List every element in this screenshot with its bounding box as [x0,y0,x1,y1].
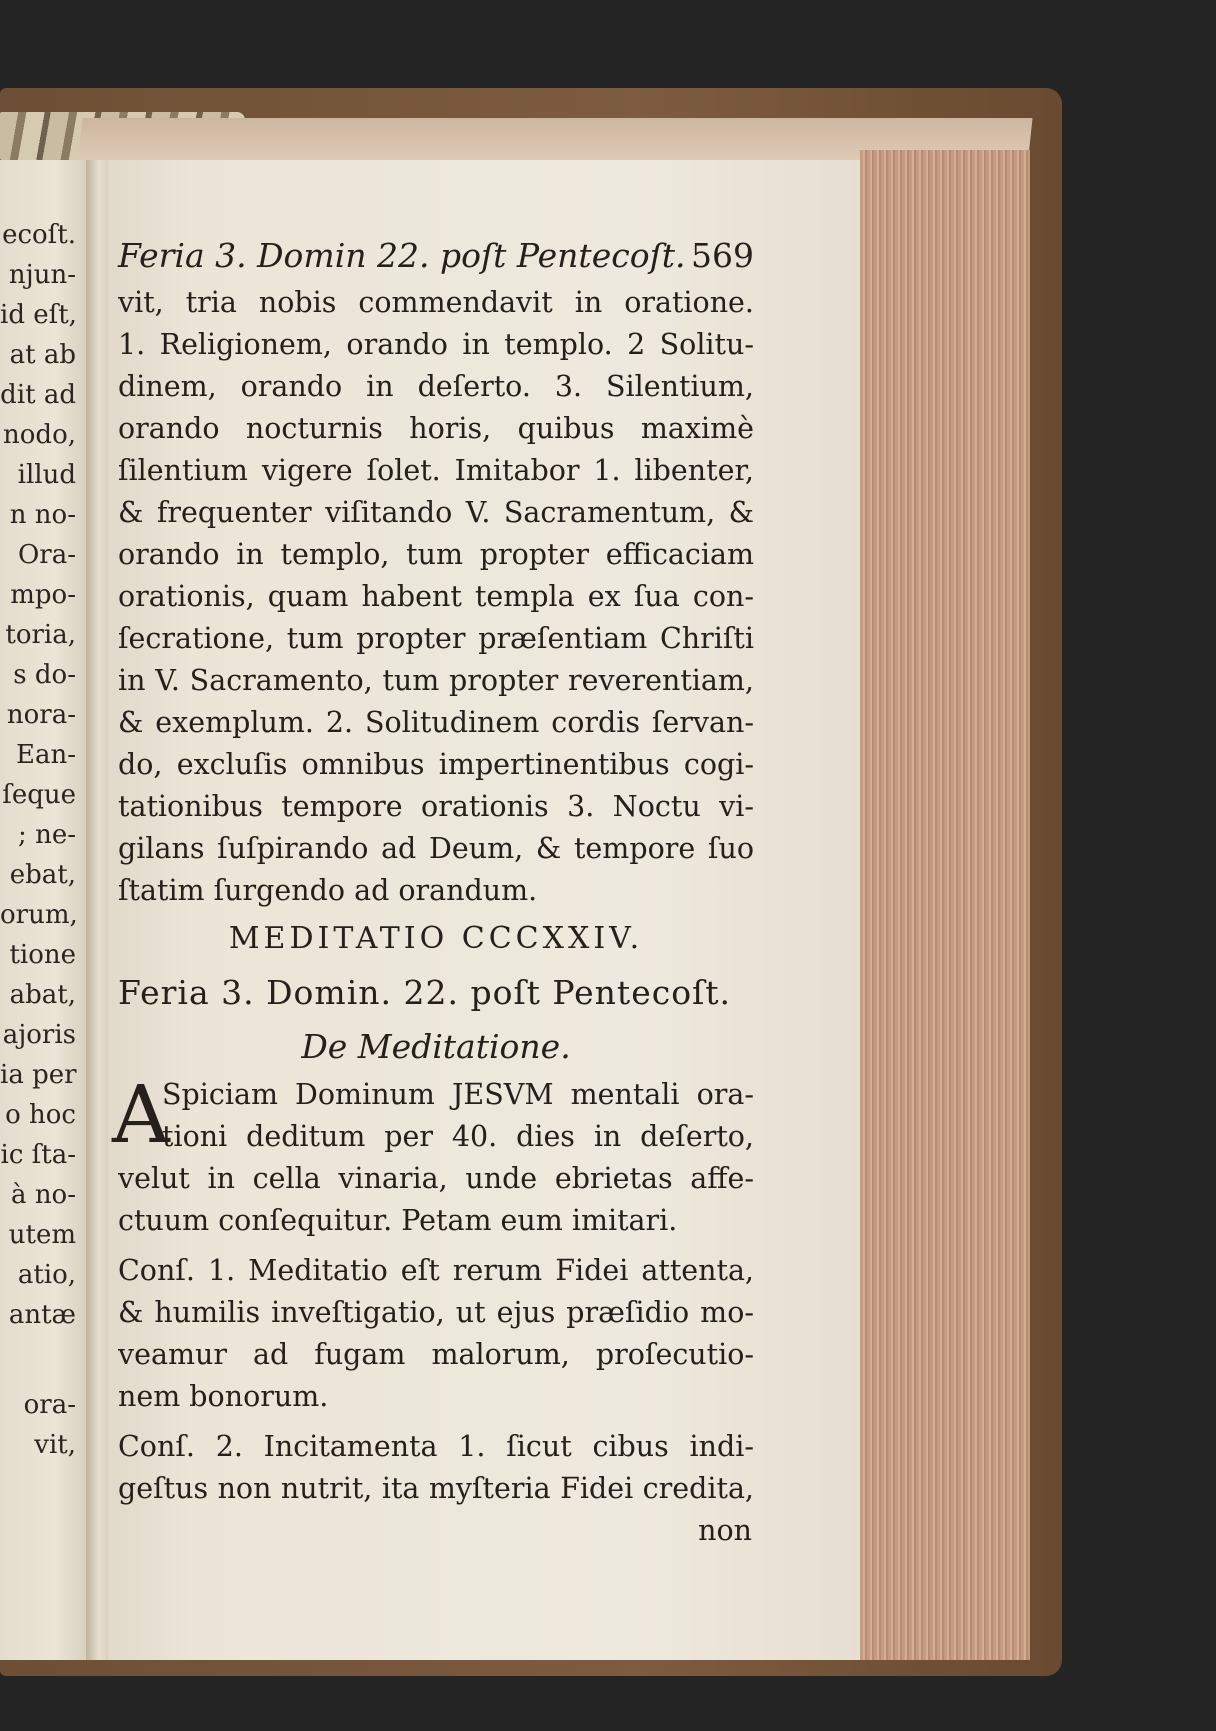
text-line: geſtus non nutrit, ita myſteria Fidei credita, [118,1472,754,1505]
meditation-title: De Meditatione. [301,1027,571,1066]
left-fragment: vit, [34,1430,76,1460]
text-line: Spiciam Dominum JESVM mentali ora- [162,1078,754,1111]
text-line: velut in cella vinaria, unde ebrietas affe- [118,1162,754,1195]
gutter [86,160,108,1660]
left-fragment: o hoc [5,1100,76,1130]
running-head-title: Feria 3. Domin 22. poſt Pentecoſt. [118,236,686,275]
text-line: gilans ſuſpirando ad Deum, & tempore ſuo [118,832,754,865]
text-line: ctuum conſequitur. Petam eum imitari. [118,1204,678,1237]
left-fragment: ; ne- [18,820,76,850]
left-fragment: ic ſta- [0,1140,76,1170]
catchword: non [698,1514,752,1547]
left-fragment: orum, [0,900,78,930]
left-fragment: s do- [13,660,76,690]
text-line: dinem, orando in deſerto. 3. Silentium, [118,370,754,403]
left-fragment: tione [9,940,76,970]
left-fragment: njun- [8,260,76,290]
left-fragment: abat, [9,980,76,1010]
left-fragment: toria, [5,620,76,650]
left-fragment: ecoſt. [2,220,76,250]
left-fragment: atio, [17,1260,76,1290]
text-line: vit, tria nobis commendavit in oratione. [118,286,754,319]
meditation-heading: MEDITATIO CCCXXIV. [228,921,644,956]
left-fragment: ia per [0,1060,77,1090]
left-fragment: à no- [11,1180,76,1210]
text-line: & frequenter viſitando V. Sacramentum, & [118,496,754,529]
drop-cap: A [112,1068,170,1161]
text-line: nem bonorum. [118,1380,329,1413]
text-line: 1. Religionem, orando in templo. 2 Solitu- [118,328,754,361]
right-page-text [112,230,754,1552]
left-fragment: at ab [9,340,76,370]
text-line: Conſ. 2. Incitamenta 1. ſicut cibus indi- [118,1430,754,1463]
paragraph-1 [112,1068,754,1242]
text-line: orando in templo, tum propter efficaciam [118,538,754,571]
left-fragment: ebat, [9,860,76,890]
left-fragment: Ean- [15,740,76,770]
text-line: orationis, quam habent templa ex ſua con- [118,580,754,613]
left-fragment: ora- [23,1390,76,1420]
text-line: Conſ. 1. Meditatio eſt rerum Fidei attenta, [118,1254,754,1287]
text-line: & humilis inveſtigatio, ut ejus præſidio mo- [118,1296,754,1329]
left-fragment: ſeque [2,780,76,810]
left-page-text [0,215,80,1465]
text-line: ſecratione, tum propter præſentiam Chriſti [118,622,754,655]
left-fragment: nora- [6,700,76,730]
text-line: in V. Sacramento, tum propter reverentiam, [118,664,754,697]
running-head [118,230,754,282]
meditation-subheading: Feria 3. Domin. 22. poſt Pentecoſt. [118,973,732,1012]
left-fragment: utem [8,1220,76,1250]
left-fragment: ajoris [2,1020,76,1050]
left-fragment: dit ad [0,380,76,410]
page-number: 569 [691,236,754,275]
text-line: & exemplum. 2. Solitudinem cordis ſervan- [118,706,754,739]
text-line: ſilentium vigere ſolet. Imitabor 1. libenter, [118,454,754,487]
page-block-edge [860,150,1030,1660]
left-fragment: mpo- [10,580,76,610]
left-fragment: id eſt, [0,300,77,330]
left-fragment: n no- [9,500,76,530]
text-line: tationibus tempore orationis 3. Noctu vi- [118,790,754,823]
left-fragment: nodo, [3,420,76,450]
text-line: veamur ad fugam malorum, proſecutio- [118,1338,754,1371]
left-fragment: illud [17,460,76,490]
text-line: ſtatim ſurgendo ad orandum. [118,874,538,907]
text-line: do, excluſis omnibus impertinentibus cogi- [118,748,754,781]
text-line: tioni deditum per 40. dies in deſerto, [162,1120,754,1153]
text-line: orando nocturnis horis, quibus maximè [118,412,754,445]
left-fragment: Ora- [17,540,76,570]
left-fragment: antæ [8,1300,76,1330]
